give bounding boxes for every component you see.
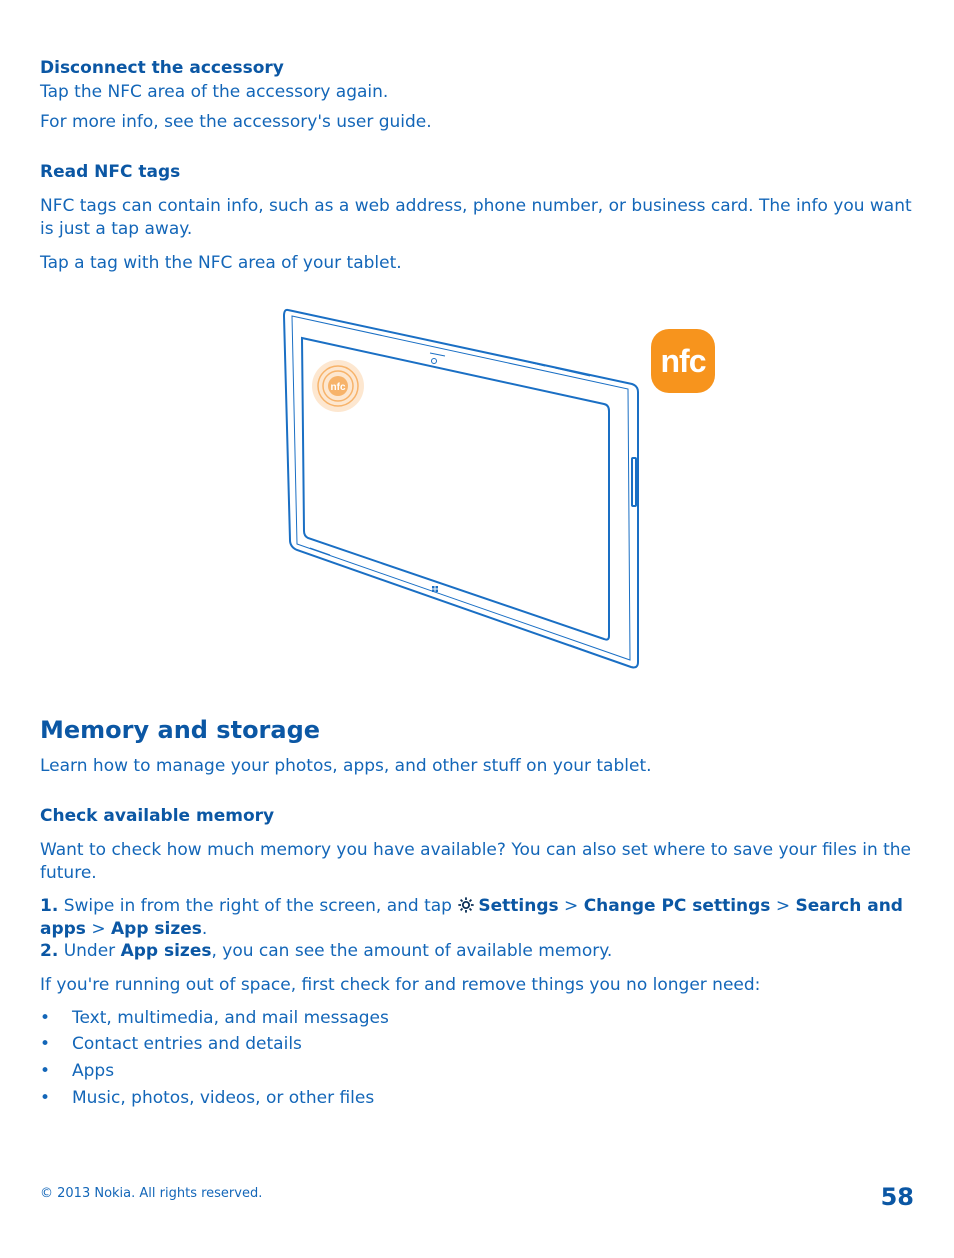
camera-icon (432, 359, 437, 364)
step-number: 2. (40, 941, 59, 961)
nfc-logo-text: nfc (660, 342, 706, 379)
change-pc-settings-link: Change PC settings (583, 896, 771, 916)
bullet: • (40, 1088, 51, 1108)
settings-link: Settings (478, 896, 559, 916)
list-item-text: Apps (72, 1061, 115, 1081)
paragraph: If you're running out of space, first check for and remove things you no longer need: (40, 975, 761, 995)
paragraph: Tap a tag with the NFC area of your tablet. (40, 253, 402, 273)
step-text: , you can see the amount of available memory. (211, 941, 613, 961)
bullet: • (40, 1008, 51, 1028)
heading-memory-and-storage: Memory and storage (40, 716, 321, 744)
step-number: 1. (40, 896, 59, 916)
bullet: • (40, 1034, 51, 1054)
gear-icon (457, 896, 475, 914)
separator: > (770, 896, 796, 916)
bullet: • (40, 1061, 51, 1081)
list-item-text: Contact entries and details (72, 1034, 302, 1054)
paragraph: For more info, see the accessory's user guide. (40, 112, 432, 132)
heading-check-available-memory: Check available memory (40, 806, 275, 826)
windows-logo-icon (432, 586, 438, 592)
heading-read-nfc-tags: Read NFC tags (40, 162, 181, 182)
side-button (632, 458, 636, 506)
search-and-apps-link: Search and apps (40, 896, 903, 939)
list-item (40, 1088, 374, 1108)
step-text: Under (58, 941, 121, 961)
step-2 (40, 940, 612, 963)
list-item-text: Music, photos, videos, or other files (72, 1088, 375, 1108)
separator: > (85, 919, 111, 939)
nfc-logo-icon (651, 329, 715, 393)
paragraph: Learn how to manage your photos, apps, and other stuff on your tablet. (40, 756, 652, 776)
page-number: 58 (880, 1183, 914, 1211)
list-item (40, 1008, 389, 1028)
step-1 (40, 895, 910, 941)
paragraph: NFC tags can contain info, such as a web address, phone number, or business card. The info you want is just a tap away. (40, 196, 912, 239)
paragraph: Want to check how much memory you have available? You can also set where to save your files in the future. (40, 840, 912, 883)
app-sizes-link: App sizes (120, 941, 212, 961)
tablet-nfc-label: nfc (330, 382, 346, 393)
app-sizes-link: App sizes (111, 919, 202, 939)
paragraph: Tap the NFC area of the accessory again. (40, 82, 389, 102)
step-text: Swipe in from the right of the screen, and tap (58, 896, 458, 916)
list-item (40, 1061, 114, 1081)
copyright: © 2013 Nokia. All rights reserved. (40, 1186, 263, 1201)
separator: > (558, 896, 584, 916)
list-item (40, 1034, 302, 1054)
list-item-text: Text, multimedia, and mail messages (72, 1008, 389, 1028)
period: . (201, 919, 208, 939)
heading-disconnect-accessory: Disconnect the accessory (40, 58, 284, 78)
tablet-nfc-area-icon (312, 360, 364, 412)
